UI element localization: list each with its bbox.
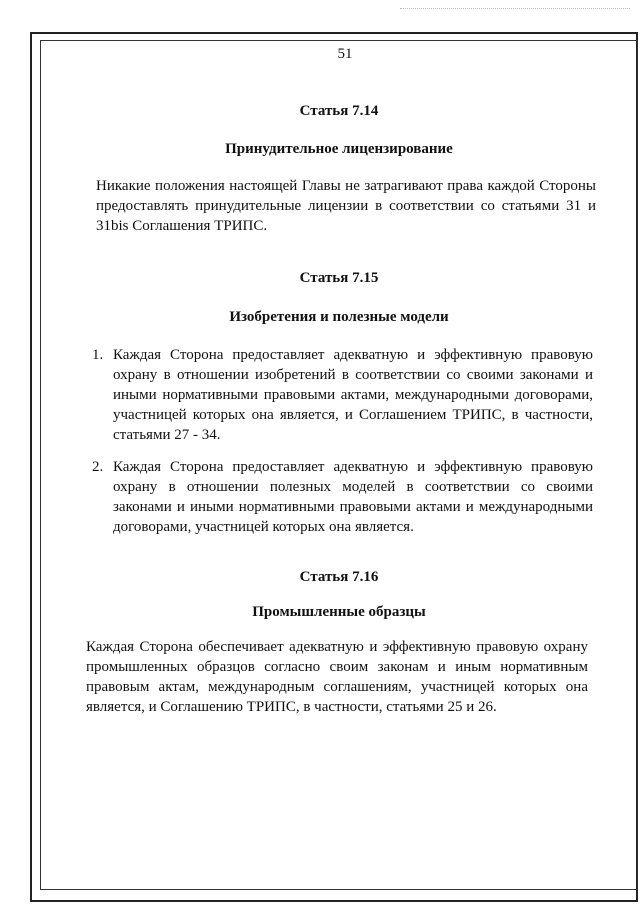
article-7-15-subtitle: Изобретения и полезные модели — [229, 309, 449, 325]
article-7-14-title: Статья 7.14 — [299, 103, 379, 119]
article-7-14-subtitle: Принудительное лицензирование — [225, 141, 453, 157]
list-item-number: 1. — [92, 347, 104, 363]
article-7-16-title: Статья 7.16 — [299, 569, 379, 585]
article-7-15-item-1-text: Каждая Сторона предоставляет адекватную и эффективную правовую охрану в отношении изобретений в соответствии со своими законами и иными нормативными правовыми актами, международными договорами, участницей которых она является, и Соглашением ТРИПС, в частности, статьями 27 - 34. — [113, 347, 593, 443]
scan-artifact-line — [400, 8, 630, 11]
list-item-number: 2. — [92, 459, 104, 475]
page-number: 51 — [337, 46, 353, 62]
article-7-16-text: Каждая Сторона обеспечивает адекватную и эффективную правовую охрану промышленных образцов согласно своим законам и иным нормативным правовым актам, международным соглашениям, участницей которых она является, и Соглашению ТРИПС, в частности, статьями 25 и 26. — [86, 639, 588, 715]
article-7-15-item-2-text: Каждая Сторона предоставляет адекватную и эффективную правовую охрану в отношении полезных моделей в соответствии со своими законами и иными нормативными правовыми актами и международными договорами, участницей которых она является. — [113, 459, 593, 535]
article-7-16-subtitle: Промышленные образцы — [252, 604, 426, 620]
article-7-15-title: Статья 7.15 — [299, 270, 379, 286]
article-7-14-text: Никакие положения настоящей Главы не затрагивают права каждой Стороны предоставлять принудительные лицензии в соответствии со статьями 31 и 31bis Соглашения ТРИПС. — [96, 178, 596, 234]
